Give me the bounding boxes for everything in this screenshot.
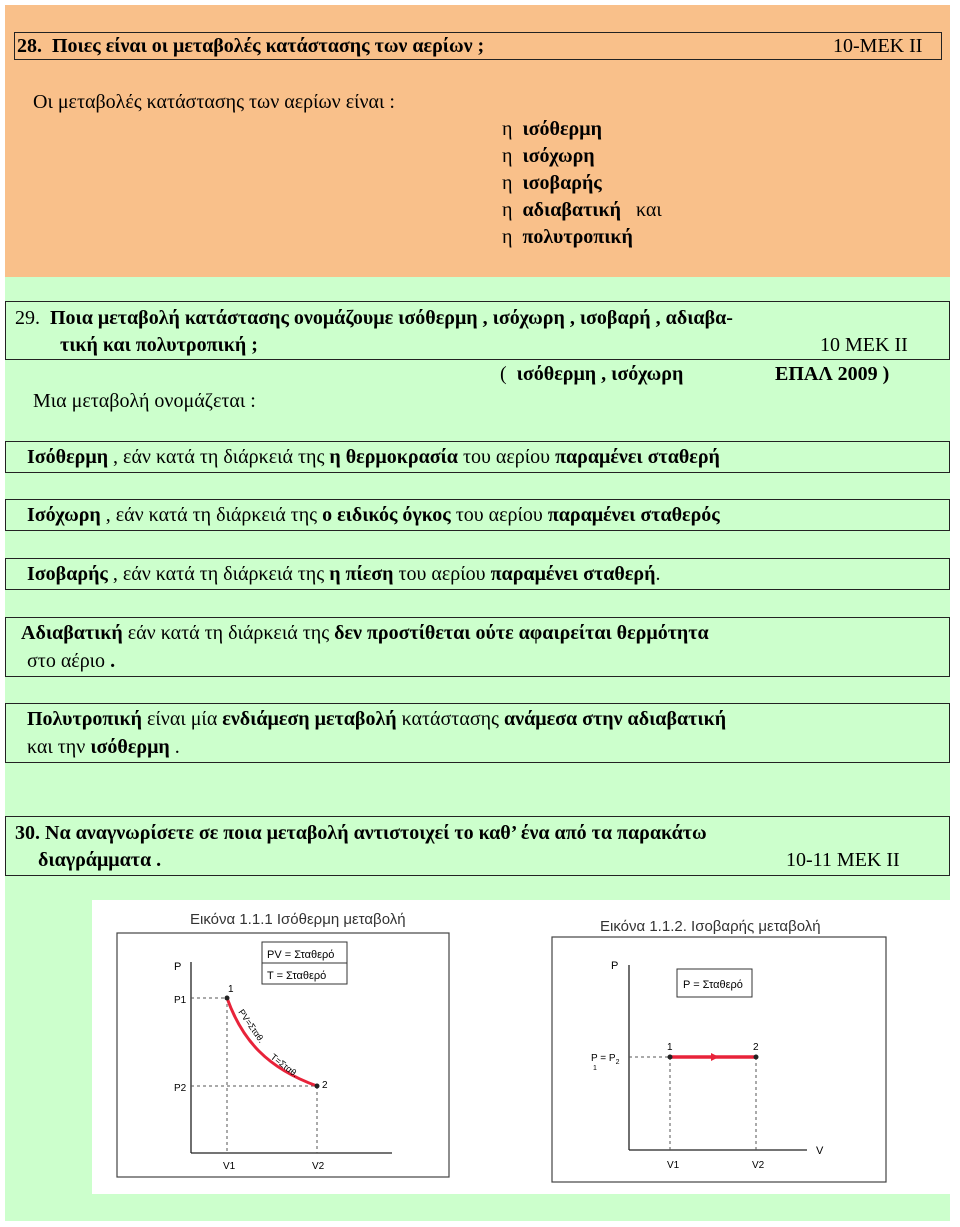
question-28-intro: Οι μεταβολές κατάστασης των αερίων είναι : [33,91,395,113]
list-item: η ισόχωρη [502,145,595,167]
figure-1-v1: V1 [223,1161,236,1172]
question-29-intro: Μια μεταβολή ονομάζεται : [33,390,256,412]
question-29-ref: 10 ΜΕΚ ΙΙ [820,334,908,356]
definition-polytropic-line1: Πολυτροπική είναι μία ενδιάμεση μεταβολή κατάστασης ανάμεσα στην αδιαβατική [27,708,727,730]
figures-svg [92,900,952,1194]
definition-isobaric: Ισοβαρής , εάν κατά τη διάρκειά της η πίεση του αερίου παραμένει σταθερή. [27,563,661,585]
figure-2-legend-text: P = Σταθερό [683,979,743,991]
list-item: η ισόθερμη [502,118,602,140]
figure-1-p2: P2 [174,1083,187,1094]
list-item: η αδιαβατική και [502,199,662,221]
definition-polytropic-line2: και την ισόθερμη . [27,736,180,758]
figure-1-legend-t: T = Σταθερό [267,970,327,982]
figure-2-p-equal: $P = P_2$ [591,1053,620,1066]
figures-panel [92,900,952,1194]
question-29-line2: τική και πολυτροπική ; [60,334,258,356]
definition-isothermal: Ισόθερμη , εάν κατά τη διάρκειά της η θερμοκρασία του αερίου παραμένει σταθερή [27,446,720,468]
question-28-text: Ποιες είναι οι μεταβολές κατάστασης των αερίων ; [52,35,485,57]
question-30-ref: 10-11 ΜΕΚ ΙΙ [786,849,900,871]
question-30-line1: 30. Να αναγνωρίσετε σε ποια μεταβολή αντιστοιχεί το καθ’ ένα από τα παρακάτω [15,822,707,844]
figure-2-v2: V2 [752,1160,765,1171]
figure-2-v-label: V [816,1145,824,1157]
figure-2-p-sub1: 1 [593,1065,597,1072]
question-28-section [5,5,950,277]
figure-1-caption: Εικόνα 1.1.1 Ισόθερμη μεταβολή [190,911,406,928]
figure-1-curve-label-t: T=Σταθ. [268,1051,301,1080]
figure-2-caption: Εικόνα 1.1.2. Ισοβαρής μεταβολή [600,918,821,935]
figure-1-curve-label-pv: PV=Σταθ. [236,1007,267,1045]
question-29-exam-note: ( ισόθερμη , ισόχωρη [500,363,684,385]
figure-2-p-label: P [611,960,619,972]
question-28-title [17,33,484,60]
question-28-number: 28. [17,35,42,57]
figure-1-v2: V2 [312,1161,325,1172]
question-29-section [5,277,950,784]
question-29-number: 29. [15,307,40,329]
figure-1-point-1: 1 [228,984,234,995]
figure-2-point-1: 1 [667,1042,673,1053]
question-30-section [5,784,950,1221]
list-item: η πολυτροπική [502,226,633,248]
definition-adiabatic-line1: Αδιαβατική εάν κατά τη διάρκειά της δεν προστίθεται ούτε αφαιρείται θερμότητα [21,622,709,644]
definition-isochoric: Ισόχωρη , εάν κατά τη διάρκειά της ο ειδικός όγκος του αερίου παραμένει σταθερός [27,504,720,526]
question-29-exam-ref: ΕΠΑΛ 2009 ) [775,363,890,385]
question-30-line2: διαγράμματα . [38,849,162,871]
figure-1-point-2: 2 [322,1080,328,1091]
question-29-line1: 29. Ποια μεταβολή κατάστασης ονομάζουμε ισόθερμη , ισόχωρη , ισοβαρή , αδιαβα- [15,307,733,329]
figure-1-p-label: P [174,961,182,973]
definition-adiabatic-line2: στο αέριο . [27,650,116,672]
figure-2-v1: V1 [667,1160,680,1171]
question-28-ref: 10-ΜΕΚ ΙΙ [833,35,923,57]
list-item: η ισοβαρής [502,172,602,194]
figure-1-p1: P1 [174,995,187,1006]
figure-1-legend-pv: PV = Σταθερό [267,949,335,961]
figure-2-point-2: 2 [753,1042,759,1053]
